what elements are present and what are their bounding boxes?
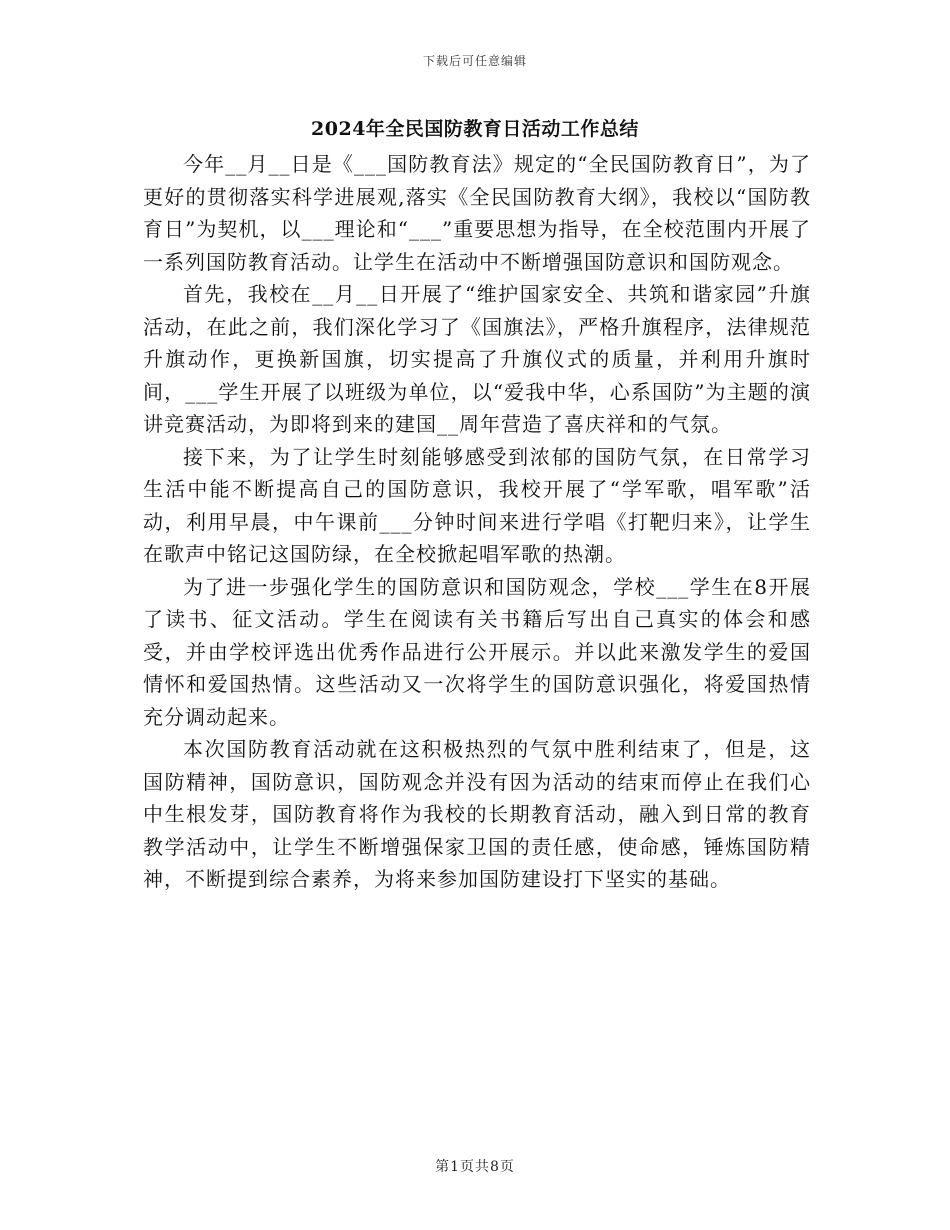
header-note: 下载后可任意编辑 xyxy=(422,54,527,68)
paragraph-2: 首先，我校在__月__日开展了“维护国家安全、共筑和谐家园”升旗活动，在此之前，我们深化学习了《国旗法》，严格升旗程序，法律规范升旗动作，更换新国旗，切实提高了升旗仪式的质量，并利用升旗时间，___学生开展了以班级为单位，以“爱我中华，心系国防”为主题的演讲竞赛活动，为即将到来的建国__周年营造了喜庆祥和的气氛。 xyxy=(143,282,811,436)
paragraph-3: 接下来，为了让学生时刻能够感受到浓郁的国防气氛，在日常学习生活中能不断提高自己的国防意识，我校开展了“学军歌，唱军歌”活动，利用早晨，中午课前___分钟时间来进行学唱《打靶归来》，让学生在歌声中铭记这国防绿，在全校掀起唱军歌的热潮。 xyxy=(143,444,811,566)
page-number-footer: 第1页共8页 xyxy=(435,1159,515,1175)
document-body xyxy=(143,148,811,896)
paragraph-5: 本次国防教育活动就在这积极热烈的气氛中胜利结束了，但是，这国防精神，国防意识，国防观念并没有因为活动的结束而停止在我们心中生根发芽，国防教育将作为我校的长期教育活动，融入到日常的教育教学活动中，让学生不断增强保家卫国的责任感，使命感，锤炼国防精神，不断提到综合素养，为将来参加国防建设打下坚实的基础。 xyxy=(143,737,811,891)
paragraph-1: 今年__月__日是《___国防教育法》规定的“全民国防教育日”，为了更好的贯彻落实科学进展观,落实《全民国防教育大纲》，我校以“国防教育日”为契机，以___理论和“___”重要思想为指导，在全校范围内开展了一系列国防教育活动。让学生在活动中不断增强国防意识和国防观念。 xyxy=(143,152,811,274)
document-title: 2024年全民国防教育日活动工作总结 xyxy=(311,118,639,140)
paragraph-4: 为了进一步强化学生的国防意识和国防观念，学校___学生在8开展了读书、征文活动。学生在阅读有关书籍后写出自己真实的体会和感受，并由学校评选出优秀作品进行公开展示。并以此来激发学生的爱国情怀和爱国热情。这些活动又一次将学生的国防意识强化，将爱国热情充分调动起来。 xyxy=(143,574,811,729)
